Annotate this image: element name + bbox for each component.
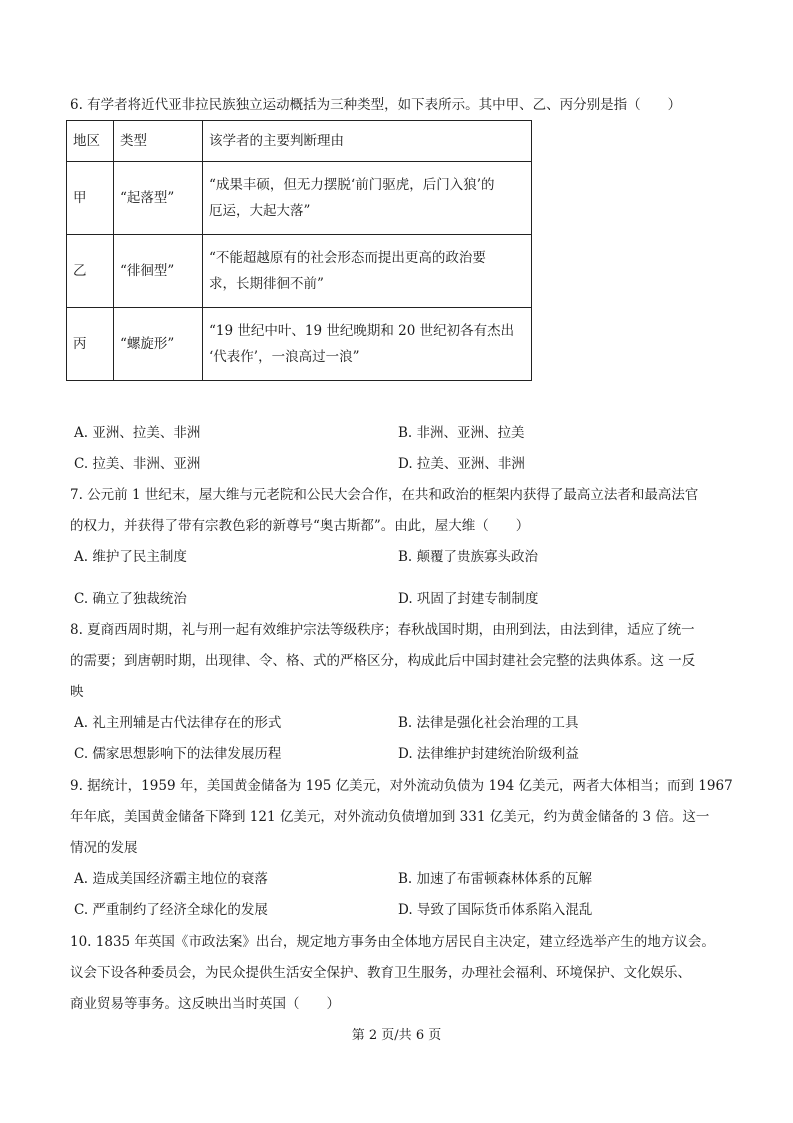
row-type: “螺旋形” — [114, 308, 203, 381]
q7-option-b[interactable]: B. 颠覆了贵族寡头政治 — [398, 549, 539, 565]
q8-stem-line: 8. 夏商西周时期，礼与刑一起有效维护宗法等级秩序；春秋战国时期，由刑到法，由法到律，适应了统一 — [70, 622, 695, 638]
q7-option-d[interactable]: D. 巩固了封建专制制度 — [398, 591, 539, 607]
row-reason — [203, 162, 532, 235]
table-header-row — [67, 121, 532, 162]
q10-stem-line: 商业贸易等事务。这反映出当时英国（ ） — [70, 996, 340, 1012]
q9-stem-line: 情况的发展 — [70, 840, 138, 856]
q7-stem-line: 的权力，并获得了带有宗教色彩的新尊号“奥古斯都”。由此，屋大维（ ） — [70, 518, 530, 534]
reason-line: ‘代表作’，一浪高过一浪” — [209, 349, 360, 365]
reason-line: 求，长期徘徊不前” — [209, 276, 324, 292]
row-region: 甲 — [67, 162, 114, 235]
table-row — [67, 308, 532, 381]
reason-line: “成果丰硕，但无力摆脱‘前门驱虎，后门入狼’的 — [209, 177, 495, 193]
q9-option-c[interactable]: C. 严重制约了经济全球化的发展 — [74, 902, 268, 918]
q7-stem-line: 7. 公元前 1 世纪末，屋大维与元老院和公民大会合作，在共和政治的框架内获得了最高立法者和最高法官 — [70, 487, 699, 503]
q8-option-a[interactable]: A. 礼主刑辅是古代法律存在的形式 — [74, 715, 282, 731]
q6-stem: 6. 有学者将近代亚非拉民族独立运动概括为三种类型，如下表所示。其中甲、乙、丙分别是指（ ） — [70, 97, 682, 113]
q6-option-c[interactable]: C. 拉美、非洲、亚洲 — [74, 456, 201, 472]
header-region: 地区 — [67, 121, 114, 162]
q9-stem-line: 年年底，美国黄金储备下降到 121 亿美元，对外流动负债增加到 331 亿美元，约为黄金储备的 3 倍。这一 — [70, 809, 710, 825]
header-type: 类型 — [114, 121, 203, 162]
q10-stem-line: 议会下设各种委员会，为民众提供生活安全保护、教育卫生服务，办理社会福利、环境保护、文化娱乐、 — [70, 965, 691, 981]
q8-option-c[interactable]: C. 儒家思想影响下的法律发展历程 — [74, 746, 282, 762]
row-type: “起落型” — [114, 162, 203, 235]
q8-option-d[interactable]: D. 法律维护封建统治阶级利益 — [398, 746, 579, 762]
q7-option-a[interactable]: A. 维护了民主制度 — [74, 549, 187, 565]
q9-option-a[interactable]: A. 造成美国经济霸主地位的衰落 — [74, 871, 268, 887]
q8-stem-line: 映 — [70, 684, 84, 700]
table-row — [67, 162, 532, 235]
q9-stem-line: 9. 据统计，1959 年，美国黄金储备为 195 亿美元，对外流动负债为 194 亿美元，两者大体相当；而到 1967 — [70, 778, 733, 794]
reason-line: 厄运，大起大落” — [209, 203, 311, 219]
reason-line: “19 世纪中叶、19 世纪晚期和 20 世纪初各有杰出 — [209, 323, 515, 339]
q6-option-b[interactable]: B. 非洲、亚洲、拉美 — [398, 425, 525, 441]
row-reason — [203, 308, 532, 381]
q6-option-a[interactable]: A. 亚洲、拉美、非洲 — [74, 425, 201, 441]
q8-option-b[interactable]: B. 法律是强化社会治理的工具 — [398, 715, 579, 731]
q6-option-d[interactable]: D. 拉美、亚洲、非洲 — [398, 456, 525, 472]
page-footer: 第 2 页/共 6 页 — [351, 1028, 442, 1043]
row-reason — [203, 235, 532, 308]
row-region: 乙 — [67, 235, 114, 308]
q9-option-d[interactable]: D. 导致了国际货币体系陷入混乱 — [398, 902, 593, 918]
q10-stem-line: 10. 1835 年英国《市政法案》出台，规定地方事务由全体地方居民自主决定，建立经选举产生的地方议会。 — [70, 934, 715, 950]
q6-table — [66, 120, 532, 381]
q9-option-b[interactable]: B. 加速了布雷顿森林体系的瓦解 — [398, 871, 593, 887]
q8-stem-line: 的需要；到唐朝时期，出现律、令、格、式的严格区分，构成此后中国封建社会完整的法典体系。这 一反 — [70, 653, 696, 669]
reason-line: “不能超越原有的社会形态而提出更高的政治要 — [209, 250, 486, 266]
row-type: “徘徊型” — [114, 235, 203, 308]
header-reason: 该学者的主要判断理由 — [203, 121, 532, 162]
q7-option-c[interactable]: C. 确立了独裁统治 — [74, 591, 187, 607]
row-region: 丙 — [67, 308, 114, 381]
table-row — [67, 235, 532, 308]
